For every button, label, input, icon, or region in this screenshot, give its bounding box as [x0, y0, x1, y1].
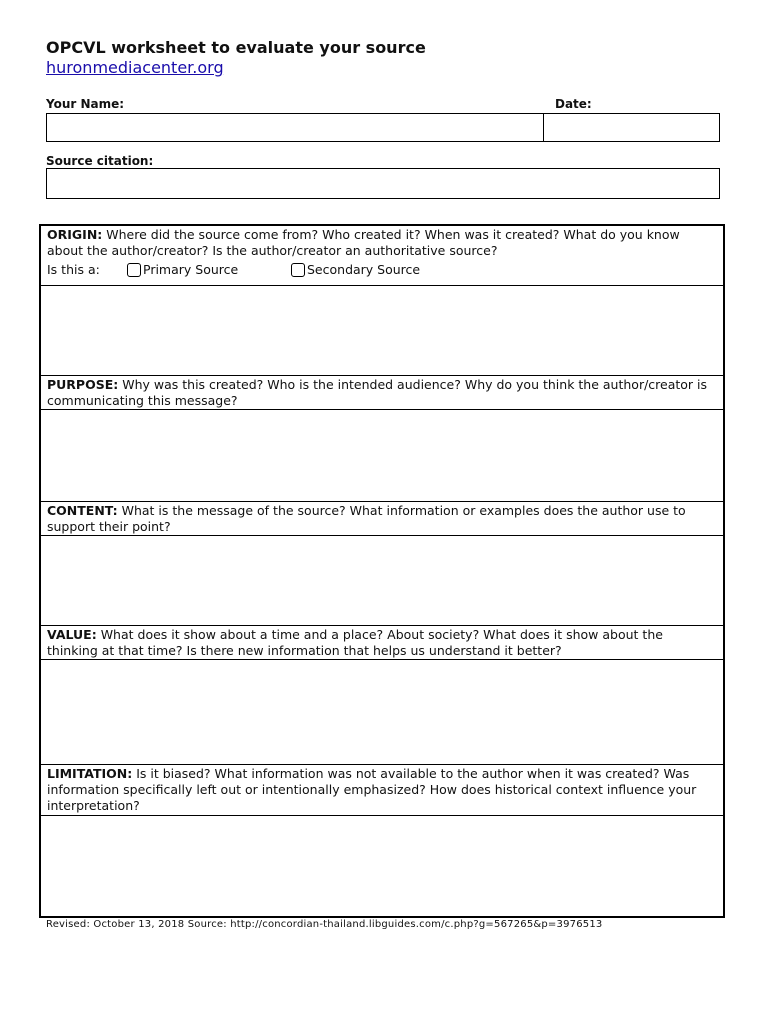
origin-question	[47, 227, 717, 259]
date-label: Date:	[555, 97, 592, 111]
content-answer-area[interactable]	[41, 536, 723, 626]
origin-question-cell	[41, 226, 723, 286]
limitation-heading: LIMITATION:	[47, 766, 133, 781]
revision-footer: Revised: October 13, 2018 Source: http://concordian-thailand.libguides.com/c.php?g=567265&p=3976513	[46, 919, 603, 930]
value-question-text: What does it show about a time and a place? About society? What does it show about the thinking at that time? Is there new information that helps us understand it better?	[47, 627, 663, 658]
citation-field[interactable]	[46, 168, 720, 199]
limitation-question-cell	[41, 765, 723, 816]
limitation-answer-area[interactable]	[41, 816, 723, 916]
content-question-text: What is the message of the source? What information or examples does the author use to support their point?	[47, 503, 686, 534]
value-question-cell	[41, 626, 723, 660]
origin-answer-area[interactable]	[41, 286, 723, 376]
content-question-cell	[41, 502, 723, 536]
primary-source-label: Primary Source	[143, 262, 239, 277]
name-label: Your Name:	[46, 97, 125, 111]
purpose-question-text: Why was this created? Who is the intended audience? Why do you think the author/creator is communicating this message?	[47, 377, 708, 408]
worksheet-title: OPCVL worksheet to evaluate your source	[46, 38, 426, 57]
citation-label: Source citation:	[46, 154, 154, 168]
content-heading: CONTENT:	[47, 503, 118, 518]
name-field[interactable]	[46, 113, 544, 142]
value-answer-area[interactable]	[41, 660, 723, 765]
secondary-source-label: Secondary Source	[307, 262, 421, 277]
value-heading: VALUE:	[47, 627, 97, 642]
purpose-answer-area[interactable]	[41, 410, 723, 502]
purpose-heading: PURPOSE:	[47, 377, 119, 392]
source-type-row	[47, 262, 717, 278]
opcvl-table	[39, 224, 725, 918]
limitation-question-text: Is it biased? What information was not available to the author when it was created? Was information specifically left out or intentionally emphasized? How does historical context influence your interpretation?	[47, 766, 697, 813]
is-this-a-label: Is this a:	[47, 262, 100, 277]
primary-source-checkbox[interactable]	[127, 263, 141, 277]
website-link[interactable]: huronmediacenter.org	[46, 58, 224, 77]
purpose-question-cell	[41, 376, 723, 410]
origin-question-text: Where did the source come from? Who created it? When was it created? What do you know about the author/creator? Is the author/creator an authoritative source?	[47, 227, 680, 258]
secondary-source-checkbox[interactable]	[291, 263, 305, 277]
origin-heading: ORIGIN:	[47, 227, 103, 242]
date-field[interactable]	[543, 113, 720, 142]
